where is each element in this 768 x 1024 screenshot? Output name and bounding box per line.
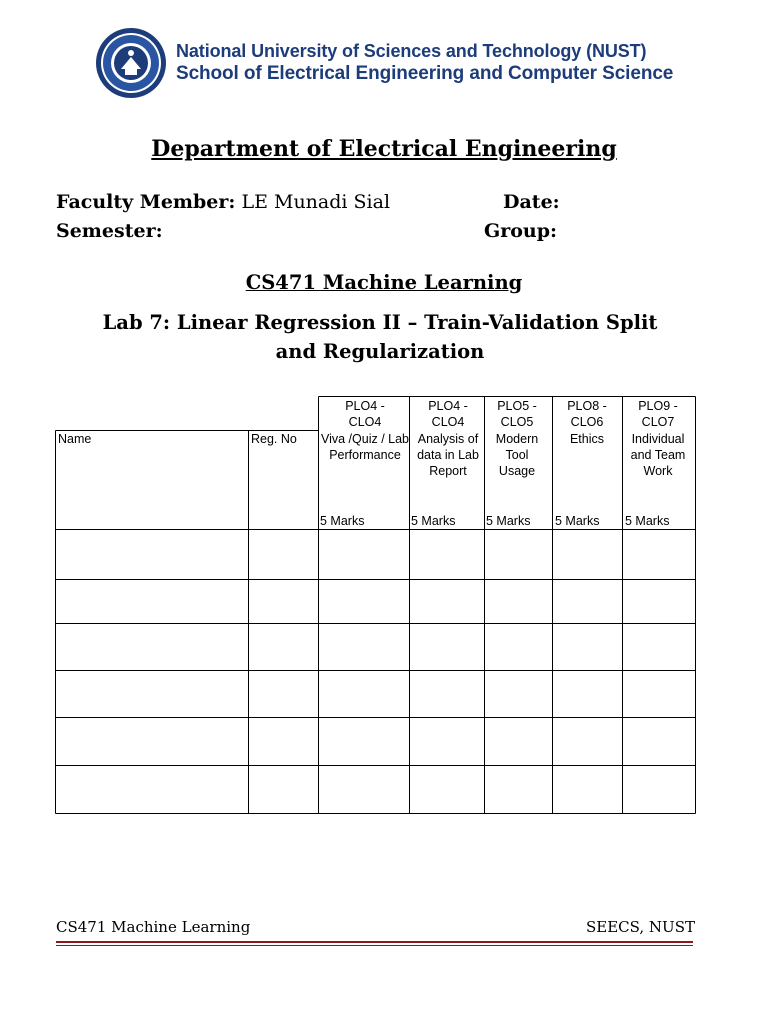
col4-desc: Ethics (569, 432, 605, 446)
col1-desc: Viva /Quiz / Lab Performance (320, 432, 409, 462)
col5-marks: 5 Marks (625, 514, 670, 528)
col1-plo: PLO4 - (345, 399, 385, 413)
table-row[interactable] (56, 580, 696, 624)
col2-marks: 5 Marks (411, 514, 456, 528)
col3-marks: 5 Marks (486, 514, 531, 528)
table-row[interactable] (56, 766, 696, 813)
name-header: Name (58, 432, 92, 446)
col5-clo: CLO7 (641, 415, 675, 429)
department-title: Department of Electrical Engineering (151, 136, 617, 162)
col3-clo: CLO5 (500, 415, 534, 429)
col3-desc: Modern Tool Usage (495, 432, 539, 478)
faculty-line (56, 191, 390, 213)
faculty-label: Faculty Member: (56, 191, 236, 213)
col1-marks: 5 Marks (320, 514, 365, 528)
footer-rule-thick (56, 941, 693, 943)
col3-plo: PLO5 - (497, 399, 537, 413)
col2-plo: PLO4 - (428, 399, 468, 413)
col4-clo: CLO6 (570, 415, 604, 429)
school-name: School of Electrical Engineering and Computer Science (176, 63, 674, 84)
course-title: CS471 Machine Learning (245, 271, 523, 294)
regno-header: Reg. No (251, 432, 297, 446)
table-row[interactable] (56, 624, 696, 671)
group-label: Group: (484, 220, 558, 242)
nust-logo (95, 27, 167, 99)
col4-plo: PLO8 - (567, 399, 607, 413)
semester-label: Semester: (56, 220, 163, 242)
faculty-value: LE Munadi Sial (235, 191, 391, 213)
table-row[interactable] (56, 671, 696, 718)
col2-clo: CLO4 (431, 415, 465, 429)
col1-clo: CLO4 (348, 415, 382, 429)
lab-title: Lab 7: Linear Regression II – Train-Validation Split and Regularization (102, 311, 658, 363)
col5-plo: PLO9 - (638, 399, 678, 413)
col2-desc: Analysis of data in Lab Report (417, 432, 479, 478)
footer-school: SEECS, NUST (586, 918, 695, 936)
footer-course: CS471 Machine Learning (56, 918, 251, 936)
col5-desc: Individual and Team Work (630, 432, 686, 478)
footer-rule-thin (56, 945, 693, 946)
university-name: National University of Sciences and Technology (NUST) (176, 41, 647, 61)
date-label: Date: (503, 191, 560, 213)
table-body (56, 530, 696, 813)
table-row[interactable] (56, 718, 696, 766)
table-row[interactable] (56, 530, 696, 580)
col4-marks: 5 Marks (555, 514, 600, 528)
